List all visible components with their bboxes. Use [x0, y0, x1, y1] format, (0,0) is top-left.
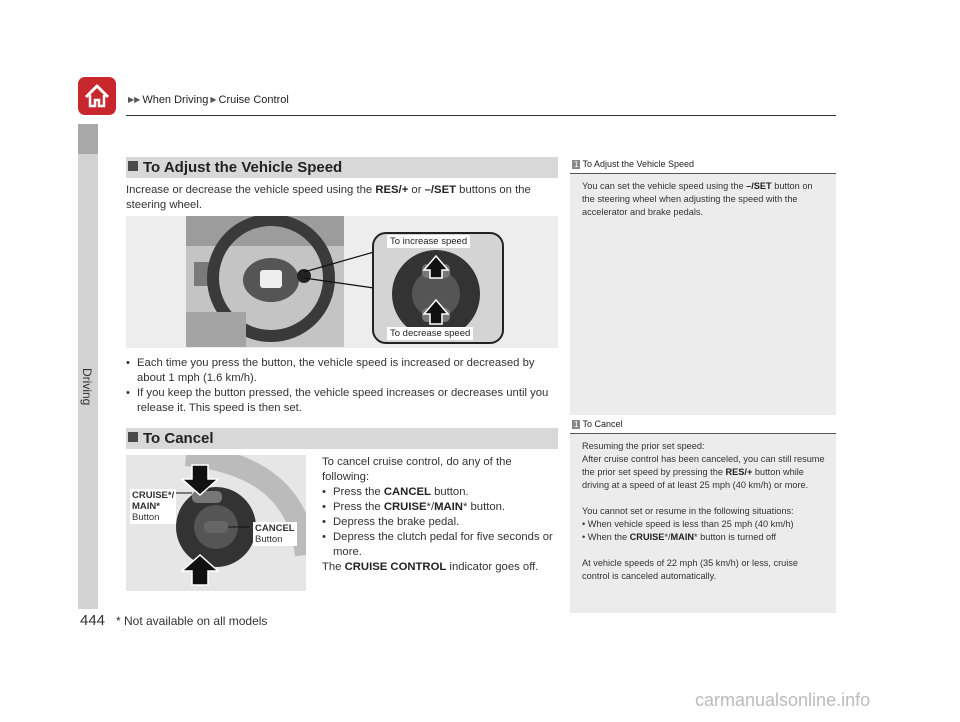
cancel-button-label: CANCEL Button: [255, 523, 295, 545]
breadcrumb: [126, 94, 289, 106]
header-divider: [126, 115, 836, 116]
list-item: • Each time you press the button, the vehicle speed is increased or decreased by about 1 mph (1.6 km/h).: [126, 356, 558, 386]
sidebar-tab: [78, 124, 98, 609]
breadcrumb-arrow-icon: ▶: [210, 95, 217, 104]
breadcrumb-item-cruise-control[interactable]: Cruise Control: [218, 94, 289, 106]
zoom-connector: [300, 230, 380, 290]
home-button[interactable]: [78, 77, 116, 115]
callout-decrease-speed: To decrease speed: [387, 327, 473, 340]
breadcrumb-arrow-icon: ▶▶: [128, 95, 141, 104]
breadcrumb-item-when-driving[interactable]: When Driving: [142, 94, 209, 106]
list-item: • Press the CANCEL button.: [322, 485, 558, 500]
sidebar-tab-marker: [78, 124, 98, 154]
square-bullet-icon: [128, 161, 138, 171]
side-note-adjust-speed: [570, 155, 836, 417]
note-body: Resuming the prior set speed: After cruise control has been canceled, you can still resume the prior set speed by pressing the RES/+ button while driving at a speed of at least 25 mph (40 km/h) or more. You cannot set or resume in the following situations: • When vehicle speed is less than 25 mph (40 km/h) • When the CRUISE*/MAIN* button is turned off At vehicle speeds of 22 mph (35 km/h) or less, cruise control is canceled automatically.: [582, 441, 825, 581]
note-title: 1 To Cancel: [570, 415, 836, 434]
cancel-result: The CRUISE CONTROL indicator goes off.: [322, 561, 539, 573]
section-heading-cancel: [126, 428, 558, 449]
list-item: • Press the CRUISE*/MAIN* button.: [322, 500, 558, 515]
list-item: • If you keep the button pressed, the vehicle speed increases or decreases until you release it. This speed is then set.: [126, 386, 558, 416]
section-title: To Adjust the Vehicle Speed: [143, 159, 343, 176]
res-set-button-illustration: [374, 234, 502, 342]
footnote: * Not available on all models: [116, 614, 268, 628]
section-title: To Cancel: [143, 430, 214, 447]
side-note-cancel: [570, 415, 836, 613]
list-item: • Depress the brake pedal.: [322, 515, 558, 530]
section-heading-adjust-speed: [126, 157, 558, 178]
watermark: carmanualsonline.info: [695, 690, 871, 710]
cancel-instructions: [322, 455, 558, 575]
sidebar-label: Driving: [80, 368, 94, 406]
adjust-speed-intro: Increase or decrease the vehicle speed using the RES/+ or –/SET buttons on the steering wheel.: [126, 184, 531, 211]
list-item: • Depress the clutch pedal for five seconds or more.: [322, 530, 558, 560]
home-icon: [78, 77, 116, 115]
adjust-speed-bullets: [126, 356, 558, 416]
note-body: You can set the vehicle speed using the –/SET button on the steering wheel when adjusting the speed with the accelerator and brake pedals.: [582, 181, 813, 217]
square-bullet-icon: [128, 432, 138, 442]
page-number: 444: [80, 612, 106, 629]
cancel-intro: To cancel cruise control, do any of the following:: [322, 456, 512, 483]
note-title: 1 To Adjust the Vehicle Speed: [570, 155, 836, 174]
callout-increase-speed: To increase speed: [387, 235, 470, 248]
cruise-main-button-label: CRUISE*/ MAIN* Button: [132, 490, 175, 523]
